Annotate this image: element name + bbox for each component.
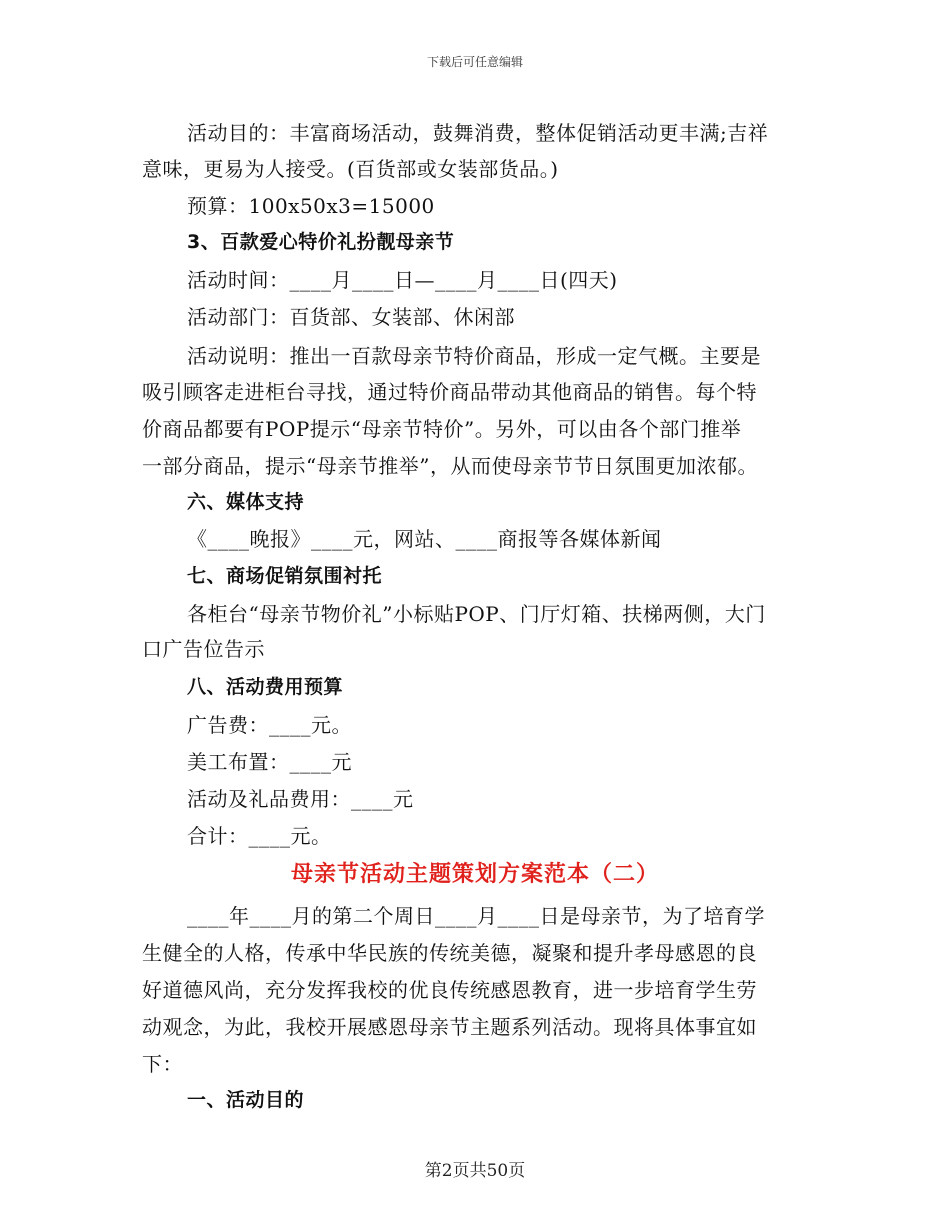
paragraph-line: 合计：____元。	[187, 824, 332, 848]
paragraph-line: 预算：100x50x3=15000	[187, 194, 435, 218]
paragraph-line: 活动时间：____月____日—____月____日(四天)	[187, 268, 618, 292]
paragraph-line: 口广告位告示	[142, 637, 265, 661]
paragraph-line: 活动部门：百货部、女装部、休闲部	[187, 305, 515, 329]
subsection-heading: 3、百款爱心特价礼扮靓母亲节	[187, 231, 455, 253]
paragraph-line: 吸引顾客走进柜台寻找，通过特价商品带动其他商品的销售。每个特	[142, 380, 757, 404]
paragraph-line: 动观念，为此，我校开展感恩母亲节主题系列活动。现将具体事宜如	[142, 1015, 757, 1039]
paragraph-line: 价商品都要有POP提示“母亲节特价”。另外，可以由各个部门推举	[142, 417, 742, 441]
paragraph-line: 《____晚报》____元，网站、____商报等各媒体新闻	[187, 527, 662, 551]
paragraph-line: 各柜台“母亲节物价礼”小标贴POP、门厅灯箱、扶梯两侧，大门	[187, 602, 766, 626]
section-heading: 七、商场促销氛围衬托	[187, 565, 383, 587]
section-heading: 八、活动费用预算	[187, 676, 344, 698]
section-title: 母亲节活动主题策划方案范本（二）	[290, 862, 659, 887]
paragraph-line: 活动目的：丰富商场活动，鼓舞消费，整体促销活动更丰满;吉祥	[187, 121, 769, 145]
paragraph-line: 活动及礼品费用：____元	[187, 787, 414, 811]
paragraph-line: 下：	[142, 1052, 183, 1076]
section-heading: 一、活动目的	[187, 1089, 305, 1111]
paragraph-line: 一部分商品，提示“母亲节推举”，从而使母亲节节日氛围更加浓郁。	[142, 454, 758, 478]
page-header: 下载后可任意编辑	[426, 55, 523, 69]
paragraph-line: 美工布置：____元	[187, 750, 352, 774]
paragraph-line: 生健全的人格，传承中华民族的传统美德，凝聚和提升孝母感恩的良	[142, 941, 757, 965]
page-footer: 第2页共50页	[424, 1161, 526, 1181]
paragraph-line: 活动说明：推出一百款母亲节特价商品，形成一定气概。主要是	[187, 344, 761, 368]
section-heading: 六、媒体支持	[187, 491, 305, 513]
paragraph-line: 广告费：____元。	[187, 713, 352, 737]
paragraph-line: 好道德风尚，充分发挥我校的优良传统感恩教育，进一步培育学生劳	[142, 978, 757, 1002]
paragraph-line: ____年____月的第二个周日____月____日是母亲节，为了培育学	[187, 904, 765, 928]
paragraph-line: 意味，更易为人接受。(百货部或女装部货品。)	[142, 157, 559, 181]
